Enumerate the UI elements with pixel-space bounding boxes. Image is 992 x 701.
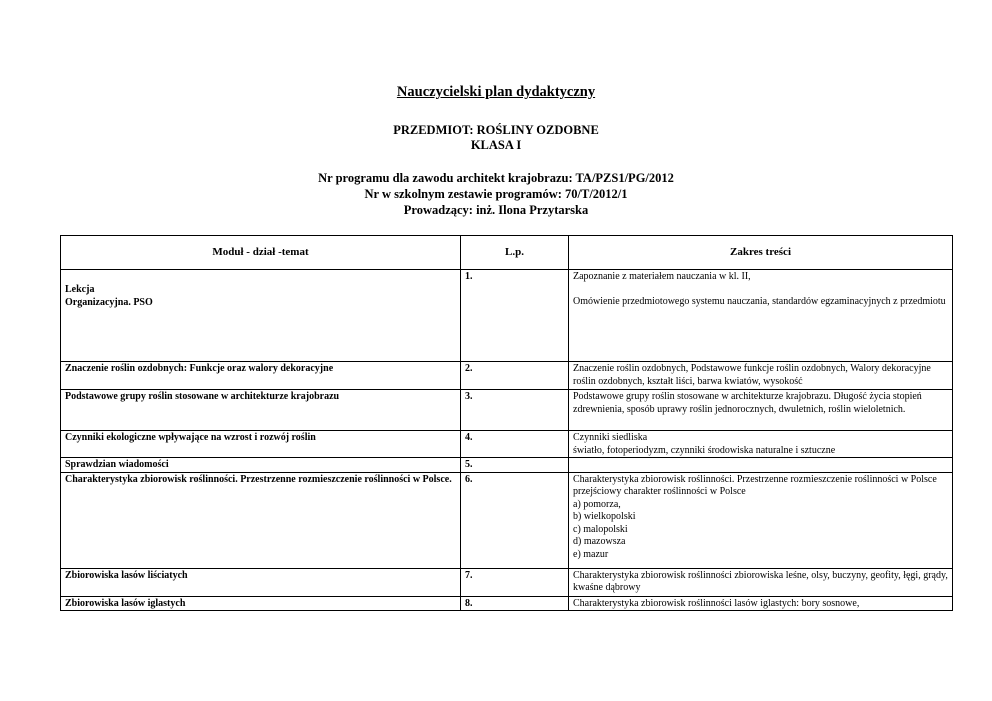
class-line: KLASA I	[470, 138, 522, 152]
header-content: Zakres treści	[569, 236, 953, 270]
subject-line: PRZEDMIOT: ROŚLINY OZDOBNE	[393, 123, 599, 137]
row-topic: Zbiorowiska lasów liściatych	[61, 568, 461, 596]
header-topic: Moduł - dział -temat	[61, 236, 461, 270]
table-row	[61, 362, 953, 390]
school-set-number-line: Nr w szkolnym zestawie programów: 70/T/2012/1	[364, 187, 628, 201]
row-lp: 8.	[461, 596, 569, 611]
row-lp: 7.	[461, 568, 569, 596]
row-topic: Sprawdzian wiadomości	[61, 458, 461, 473]
table-row	[61, 458, 953, 473]
row-content: Charakterystyka zbiorowisk roślinności lasów iglastych: bory sosnowe,	[569, 596, 953, 611]
row-content: Znaczenie roślin ozdobnych, Podstawowe funkcje roślin ozdobnych, Walory dekoracyjne roślin ozdobnych, kształt liści, barwa kwiatów, wysokość	[569, 362, 953, 390]
row-topic: Czynniki ekologiczne wpływające na wzrost i rozwój roślin	[61, 431, 461, 458]
row-lp: 6.	[461, 472, 569, 568]
row-lp: 2.	[461, 362, 569, 390]
table-row	[61, 390, 953, 431]
teacher-line: Prowadzący: inż. Ilona Przytarska	[403, 203, 589, 217]
document-title: Nauczycielski plan dydaktyczny	[396, 84, 596, 100]
row-content: Charakterystyka zbiorowisk roślinności zbiorowiska leśne, olsy, buczyny, geofity, łęgi, grądy, kwaśne dąbrowy	[569, 568, 953, 596]
program-number-line: Nr programu dla zawodu architekt krajobrazu: TA/PZS1/PG/2012	[318, 171, 674, 185]
row-content	[569, 458, 953, 473]
row-lp: 5.	[461, 458, 569, 473]
row-topic: Znaczenie roślin ozdobnych: Funkcje oraz walory dekoracyjne	[61, 362, 461, 390]
row-lp: 4.	[461, 431, 569, 458]
row-topic: Charakterystyka zbiorowisk roślinności. Przestrzenne rozmieszczenie roślinności w Polsce.	[61, 472, 461, 568]
table-row	[61, 596, 953, 611]
row-topic: Podstawowe grupy roślin stosowane w architekturze krajobrazu	[61, 390, 461, 431]
row-content-part: Omówienie przedmiotowego systemu nauczania, standardów egzaminacyjnych z przedmiotu	[573, 295, 946, 307]
row-content	[569, 270, 953, 362]
row-topic: Zbiorowiska lasów iglastych	[61, 596, 461, 611]
row-topic: Lekcja Organizacyjna. PSO	[61, 270, 461, 362]
table-row	[61, 568, 953, 596]
row-lp: 3.	[461, 390, 569, 431]
row-lp: 1.	[461, 270, 569, 362]
header-lp: L.p.	[461, 236, 569, 270]
plan-table	[60, 235, 953, 611]
table-row	[61, 270, 953, 362]
row-content-part: Zapoznanie z materiałem nauczania w kl. II,	[573, 271, 751, 282]
row-content: Podstawowe grupy roślin stosowane w architekturze krajobrazu. Długość życia stopień zdrewnienia, sposób uprawy roślin jednorocznych, dwuletnich, roślin wieloletnich.	[569, 390, 953, 431]
table-row	[61, 431, 953, 458]
table-row	[61, 472, 953, 568]
table-header-row	[61, 236, 953, 270]
row-content: Charakterystyka zbiorowisk roślinności. Przestrzenne rozmieszczenie roślinności w Polsce przejściowy charakter roślinności w Polsce a) pomorza, b) wielkopolski c) malopolski d) mazowsza e) mazur	[569, 472, 953, 568]
row-content: Czynniki siedliska światło, fotoperiodyzm, czynniki środowiska naturalne i sztuczne	[569, 431, 953, 458]
